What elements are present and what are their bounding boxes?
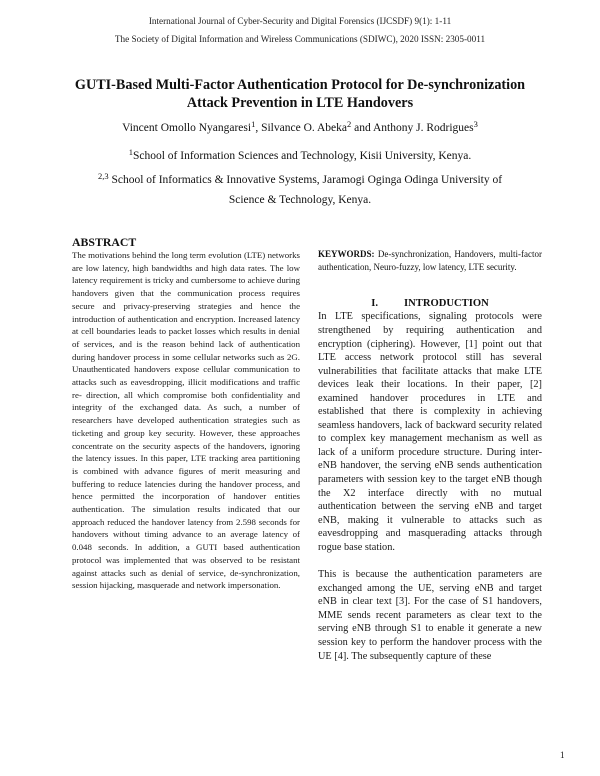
- left-column: [72, 236, 300, 592]
- abstract-heading: ABSTRACT: [72, 235, 137, 249]
- author-1: Vincent Omollo Nyangaresi: [122, 122, 252, 134]
- paper-title-line2: Attack Prevention in LTE Handovers: [186, 95, 414, 111]
- author-separator: and: [351, 122, 373, 134]
- keywords-label: KEYWORDS:: [318, 249, 375, 259]
- keywords: [318, 248, 542, 273]
- paper-title: [40, 76, 560, 112]
- page-number: 1: [560, 750, 565, 760]
- affiliation-2-mark: 2,3: [97, 171, 109, 181]
- affiliation-2-text: School of Informatics & Innovative Systems, Jaramogi Oginga Odinga University of Science & Technology, Kenya.: [108, 174, 503, 206]
- paper-title-line1: GUTI-Based Multi-Factor Authentication Protocol for De-synchronization: [74, 77, 526, 93]
- abstract-text: The motivations behind the long term evolution (LTE) networks are low latency, high bandwidths and high data rates. The low latency requirement is tricky and cumbersome to achieve during handovers given that the communication process requires secure and privacy-preserving strategies and hence the introduction of authentication and encryption. Increased latency at cell boundaries leads to packet losses which results in denial of services, and is the reason behind lack of authentication during handover process in some cellular networks such as 2G. Unauthenticated handovers expose cellular communication to attacks such as eavesdropping, illicit modifications and traffic re- direction, all which compromise both confidentiality and integrity of the exchanged data. As such, a number of researchers have developed authentication strategies such as ticketing and group key security. However, these approaches concentrate on the security aspects of the handovers, ignoring the latency issues. In this paper, LTE tracking area partitioning is combined with advance figures of merit measuring and buffering to reduce latencies during the handover process, and hence permitted the incorporation of handover entities authentication. The simulation results indicated that our approach reduced the handover latency from 2.598 seconds for handovers without timing advance to an average latency of 0.048 seconds. In addition, a GUTI based authentication protocol was implemented that was observed to be resistant against attacks such as denial of service, de-synchronization, session hijacking, masquerade and network impersonation.: [72, 250, 300, 591]
- intro-paragraph-2: This is because the authentication parameters are exchanged among the UE, serving eNB and target eNB in clear text [3]. For the case of S1 handovers, MME sends recent parameters as clear text to the serving eNB through S1 to enable it generate a new session key to perform the handover process with the UE [4]. The subsequently capture of these: [318, 569, 542, 662]
- author-3: Anthony J. Rodrigues: [373, 122, 474, 134]
- section-title: INTRODUCTION: [404, 298, 489, 310]
- author-3-affiliation-mark: 3: [473, 119, 478, 129]
- keywords-text: De-synchronization, Handovers, multi-factor authentication, Neuro-fuzzy, low latency, LTE security.: [318, 249, 542, 272]
- author-2-affiliation-mark: 2: [347, 119, 352, 129]
- intro-paragraph-1: In LTE specifications, signaling protocols were strengthened by requiring authentication and encryption (ciphering). However, [1] point out that LTE access network protocol still has several vulnerabilities that facilitate attacks that make LTE devices leak their locations. In their paper, [2] examined handover procedures in LTE and established that there is complexity in achieving seamless handovers, lack of backward security related to complex key management mechanism as well as lack of a uniform procedure structure. During inter- eNB handover, the serving eNB sends authentication parameters with session key to the target eNB though the X2 interface directly with no mutual authentication between the serving eNB and target eNB, making it vulnerable to attacks such as eavesdropping and masquerading attacks through rogue base station.: [318, 311, 542, 553]
- journal-header-line2: The Society of Digital Information and Wireless Communications (SDIWC), 2020 ISSN: 2305-0011: [114, 34, 486, 44]
- affiliation-1-mark: 1: [128, 147, 133, 157]
- author-2: Silvance O. Abeka: [261, 122, 348, 134]
- affiliation-1-text: School of Information Sciences and Technology, Kisii University, Kenya.: [132, 150, 472, 162]
- right-column: [318, 248, 542, 663]
- author-separator: ,: [255, 122, 262, 134]
- author-1-affiliation-mark: 1: [251, 119, 256, 129]
- section-number: I.: [371, 298, 378, 310]
- affiliation-2: [80, 170, 520, 210]
- journal-header-line1: International Journal of Cyber-Security and Digital Forensics (IJCSDF) 9(1): 1-11: [148, 16, 452, 26]
- section-heading-introduction: [318, 297, 542, 310]
- author-list: [0, 119, 600, 134]
- affiliation-1: [0, 147, 600, 162]
